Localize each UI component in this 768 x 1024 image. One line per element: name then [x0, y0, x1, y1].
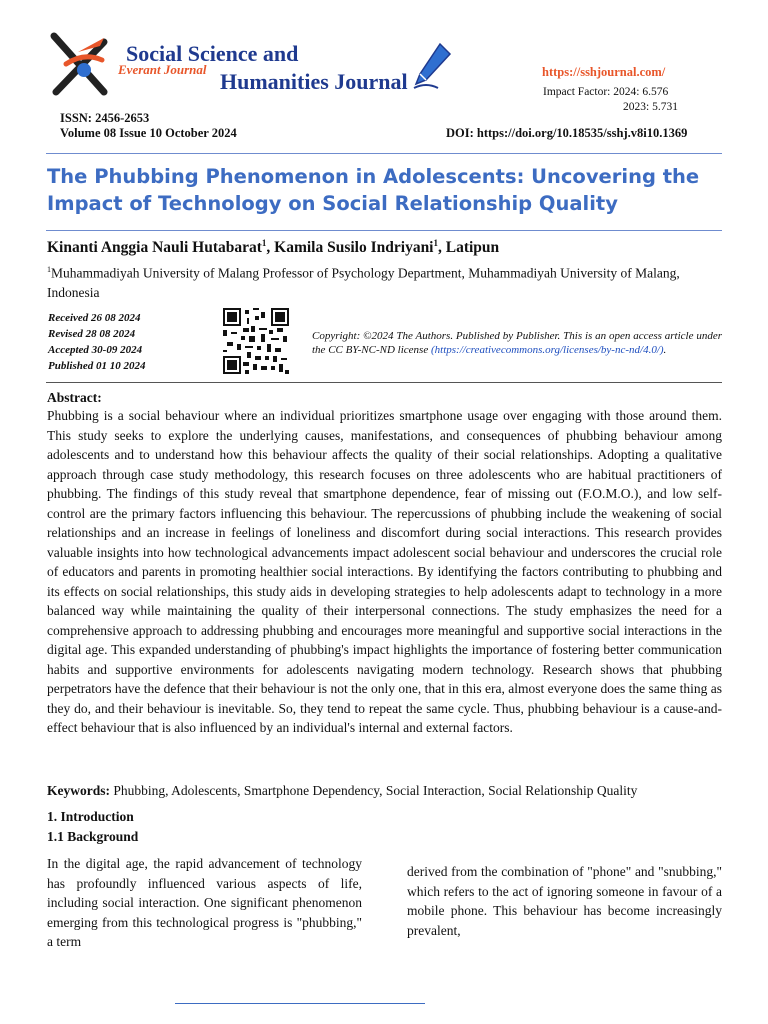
article-title: The Phubbing Phenomenon in Adolescents: Uncovering the Impact of Technology on Social Relationship Quality: [47, 165, 700, 215]
author-separator: ,: [266, 239, 275, 257]
keywords: [47, 783, 727, 799]
affiliation-text: Muhammadiyah University of Malang Professor of Psychology Department, Muhammadiyah University of Malang, Indonesia: [47, 265, 680, 300]
journal-tagline: Everant Journal: [118, 62, 207, 77]
keywords-label: Keywords:: [47, 783, 110, 798]
subsection-heading: 1.1 Background: [47, 829, 139, 844]
section-heading: 1. Introduction: [47, 809, 134, 824]
author-list: [47, 238, 499, 257]
header-divider: [46, 153, 722, 154]
affiliation-mark: 1: [47, 265, 51, 274]
abstract-heading: Abstract:: [47, 390, 102, 405]
qr-code-icon: [223, 308, 289, 374]
received-date: Received 26 08 2024: [48, 312, 141, 324]
article-dates: [48, 310, 145, 374]
pen-nib-icon: [412, 42, 452, 92]
author-affiliation-mark: 1: [261, 238, 267, 248]
accepted-date: Accepted 30-09 2024: [48, 344, 143, 356]
body-column-right: derived from the combination of "phone" and "snubbing," which refers to the act of ignoring someone in favour of a mobile phone. This behaviour has become increasingly prevalent,: [407, 864, 722, 938]
volume-issue: Volume 08 Issue 10 October 2024: [60, 126, 237, 140]
body-column-left: In the digital age, the rapid advancement of technology has profoundly influenced various aspects of life, including social interaction. One significant phenomenon emerging from this technological progress is "phubbing," a term: [47, 856, 362, 949]
footnote-divider: [175, 1003, 425, 1004]
copyright-notice: [312, 330, 722, 357]
author-name: Kinanti Anggia Nauli Hutabarat: [47, 239, 262, 257]
impact-factor-2023: 2023: 5.731: [623, 101, 678, 113]
doi-link[interactable]: DOI: https://doi.org/10.18535/sshj.v8i10.1369: [446, 126, 688, 140]
keywords-list: Phubbing, Adolescents, Smartphone Dependency, Social Interaction, Social Relationship Quality: [110, 783, 638, 798]
copyright-text: Copyright: ©2024 The Authors. Published by Publisher. This is an open access article under the CC BY-NC-ND license: [312, 330, 722, 356]
journal-name-line1: Social Science and: [126, 41, 299, 66]
impact-factor-2024: Impact Factor: 2024: 6.576: [543, 86, 669, 98]
author-separator: ,: [438, 239, 446, 257]
revised-date: Revised 28 08 2024: [48, 328, 136, 340]
meta-divider: [46, 382, 722, 383]
abstract-body: Phubbing is a social behaviour where an individual prioritizes smartphone usage over engaging with those around them. This study seeks to explore the underlying causes, manifestations, and consequences of phubbing behaviour among adolescents and to understand how this behaviour affects the quality of their social relationships. Adopting a qualitative approach through case study methodology, this research focuses on three adolescents who are habitual practitioners of phubbing. The findings of this study reveal that smartphone dependence, fear of missing out (F.O.M.O.), and low self-control are the primary factors influencing this behaviour. The repercussions of phubbing include the weakening of social relationships and an increase in feelings of loneliness and discomfort during social interactions. This research provides valuable insights into how technological advancements impact adolescent social behaviour and underscores the crucial role of educators and parents in promoting healthier social interactions. By identifying the factors contributing to phubbing and its effects on social relationships, this study aids in developing strategies to help adolescents adapt to technology in a more balanced way while maintaining the quality of their interpersonal connections. The study emphasizes the need for a comprehensive approach to addressing phubbing and encourages more meaningful and supportive social interactions in the digital age. This expanded understanding of phubbing's impact highlights the importance of fostering better communication habits and supportive environments for adolescents navigating modern technology. Research shows that phubbing perpetrators have the defence that their behaviour is not the only one, that in this era, almost everyone does the same thing as they do, and their behaviour is inevitable. So, they tend to repeat the same cycle. Thus, phubbing behaviour is a cause-and-effect behaviour that is also influenced by an individual's internal and external factors.: [47, 408, 722, 735]
license-link[interactable]: (https://creativecommons.org/licenses/by-nc-nd/4.0/): [430, 343, 664, 356]
author-affiliation-mark: 1: [433, 238, 438, 248]
author-name: Kamila Susilo Indriyani: [274, 239, 434, 257]
published-date: Published 01 10 2024: [48, 360, 146, 372]
journal-name-line2: Humanities Journal: [220, 69, 408, 94]
author-name: Latipun: [445, 239, 500, 257]
license-end: .: [663, 343, 667, 356]
journal-url-link[interactable]: https://sshjournal.com/: [542, 65, 666, 79]
issn: ISSN: 2456-2653: [60, 111, 150, 125]
title-divider: [46, 230, 722, 231]
crossed-arrows-person-logo: [48, 30, 118, 100]
affiliation: [47, 260, 727, 302]
